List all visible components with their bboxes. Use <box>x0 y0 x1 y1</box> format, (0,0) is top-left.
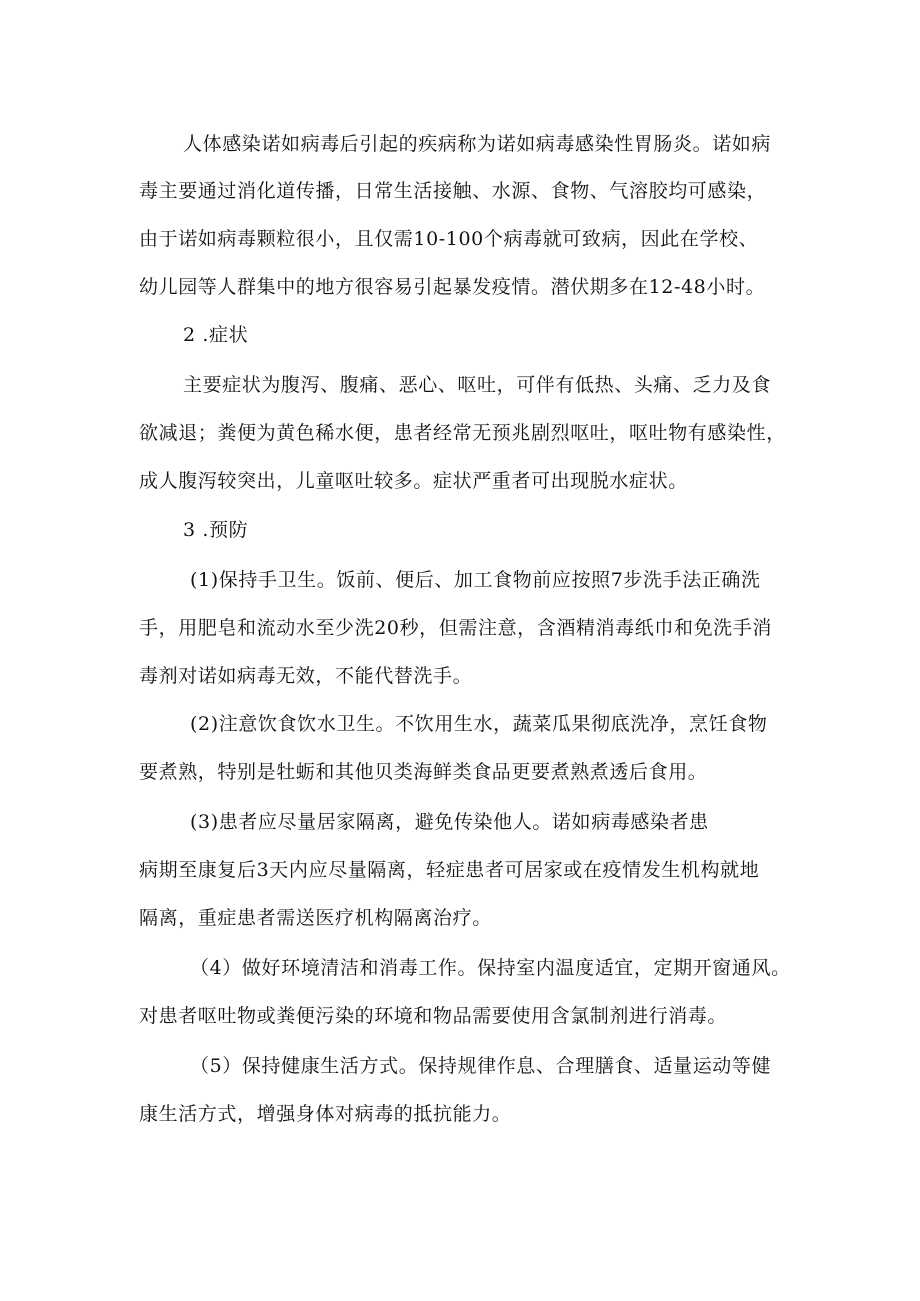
symptoms-line-1: 主要症状为腹泻、腹痛、恶心、呕吐，可伴有低热、头痛、乏力及食 <box>183 374 772 396</box>
symptoms-line-2: 欲减退；粪便为黄色稀水便，患者经常无预兆剧烈呕吐，呕吐物有感染性， <box>139 422 786 444</box>
intro-line-4: 幼儿园等人群集中的地方很容易引起暴发疫情。潜伏期多在12-48小时。 <box>139 276 766 298</box>
prevention-heading: 3 .预防 <box>183 519 249 541</box>
prevention-item-3-line-1: (3)患者应尽量居家隔离，避免传染他人。诺如病毒感染者患 <box>190 811 709 833</box>
prevention-item-1-line-1: (1)保持手卫生。饭前、便后、加工食物前应按照7步洗手法正确洗 <box>190 569 761 591</box>
symptoms-line-3: 成人腹泻较突出，儿童呕吐较多。症状严重者可出现脱水症状。 <box>139 470 688 492</box>
prevention-item-1-line-2: 手，用肥皂和流动水至少洗20秒，但需注意，含酒精消毒纸巾和免洗手消 <box>139 617 772 639</box>
prevention-item-4-line-2: 对患者呕吐物或粪便污染的环境和物品需要使用含氯制剂进行消毒。 <box>139 1005 728 1027</box>
prevention-item-2-line-2: 要煮熟，特别是牡蛎和其他贝类海鲜类食品更要煮熟煮透后食用。 <box>139 761 708 783</box>
prevention-item-4-line-1: （4）做好环境清洁和消毒工作。保持室内温度适宜，定期开窗通风。 <box>190 957 791 979</box>
prevention-item-5-line-1: （5）保持健康生活方式。保持规律作息、合理膳食、适量运动等健 <box>190 1055 772 1077</box>
prevention-item-3-line-3: 隔离，重症患者需送医疗机构隔离治疗。 <box>139 907 492 929</box>
intro-line-1: 人体感染诺如病毒后引起的疾病称为诺如病毒感染性胃肠炎。诺如病 <box>183 133 772 155</box>
prevention-item-2-line-1: (2)注意饮食饮水卫生。不饮用生水，蔬菜瓜果彻底洗净，烹饪食物 <box>190 713 768 735</box>
prevention-item-5-line-2: 康生活方式，增强身体对病毒的抵抗能力。 <box>139 1103 512 1125</box>
intro-line-3: 由于诺如病毒颗粒很小，且仅需10-100个病毒就可致病，因此在学校、 <box>139 228 759 250</box>
symptoms-heading: 2 .症状 <box>183 324 249 346</box>
prevention-item-3-line-2: 病期至康复后3天内应尽量隔离，轻症患者可居家或在疫情发生机构就地 <box>139 859 760 881</box>
prevention-item-1-line-3: 毒剂对诺如病毒无效，不能代替洗手。 <box>139 665 473 687</box>
intro-line-2: 毒主要通过消化道传播，日常生活接触、水源、食物、气溶胶均可感染， <box>139 180 767 202</box>
